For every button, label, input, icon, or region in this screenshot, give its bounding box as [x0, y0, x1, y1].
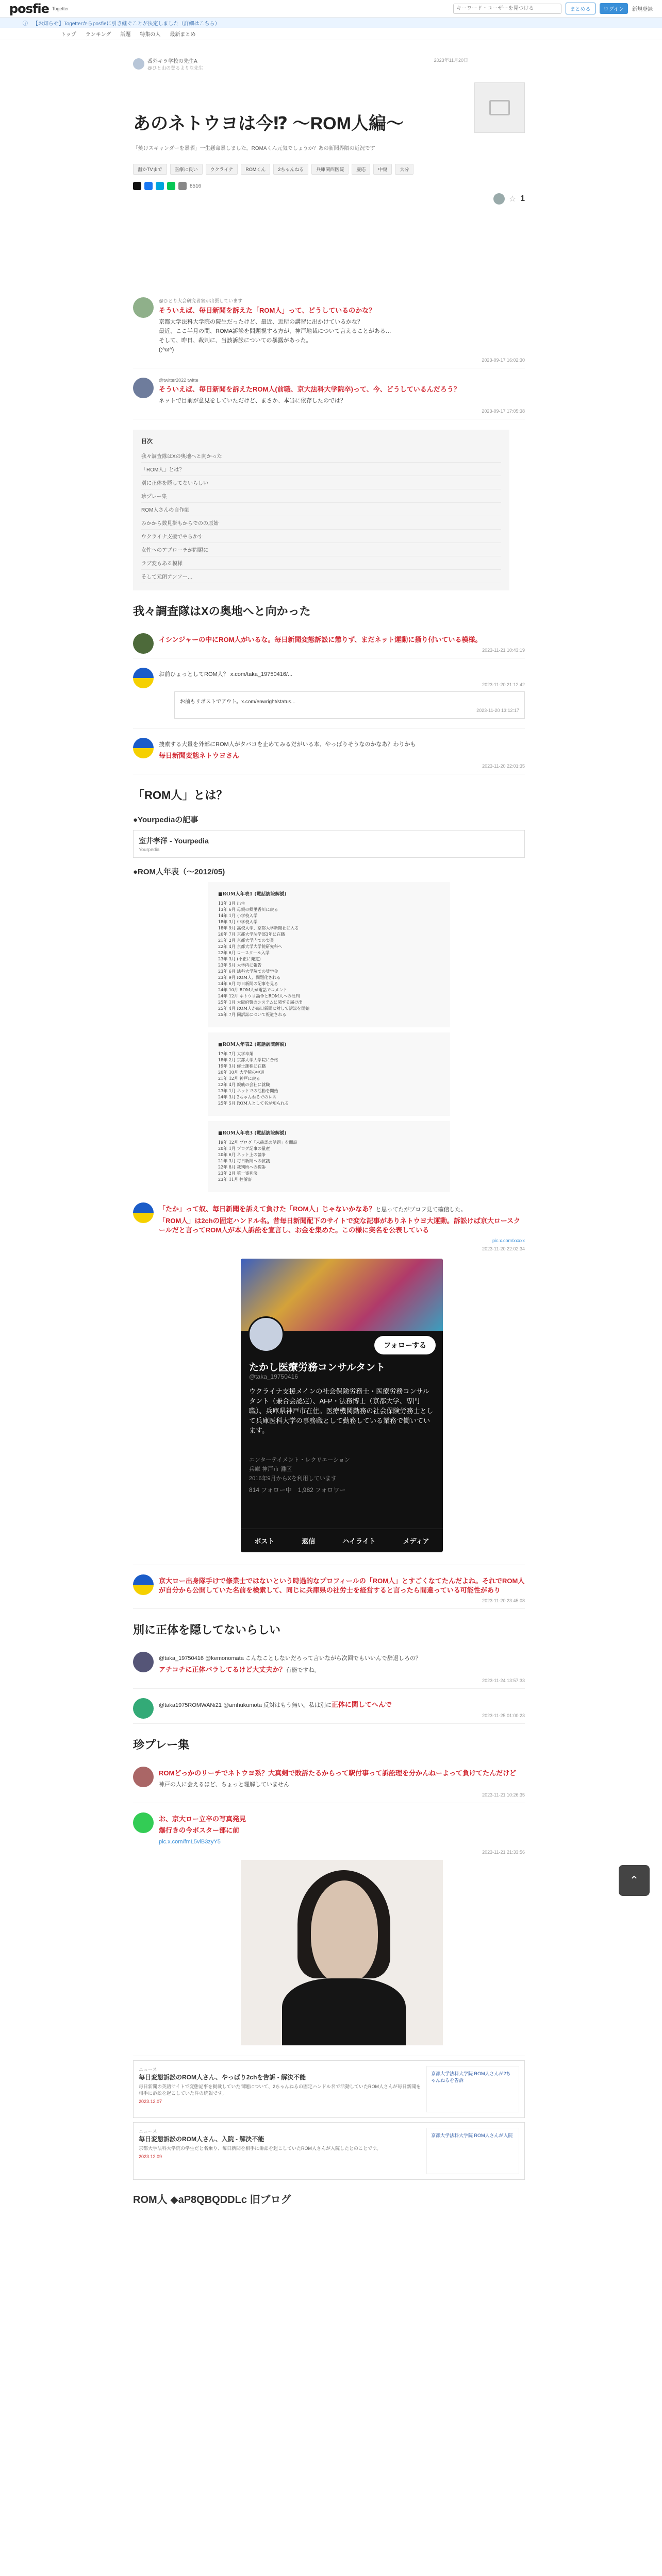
nav-featured[interactable]: 特集の人	[140, 32, 161, 38]
doc-line: 25年 1月 大阪府警のシステムに関する届け出	[218, 1000, 303, 1005]
ukraine-flag-avatar[interactable]	[133, 738, 154, 758]
tweet-date[interactable]: 2023-11-20 22:02:34	[482, 1246, 525, 1251]
tag[interactable]: 慶応	[352, 164, 370, 175]
info-icon: ⓘ	[23, 21, 28, 27]
post-button[interactable]: まとめる	[566, 3, 595, 14]
doc-line: 23年 1月 ネットでの活動を開始	[218, 1089, 278, 1093]
tweet-date[interactable]: 2023-11-21 10:43:19	[482, 648, 525, 653]
tweet-text-red: お、京大ロー立卒の写真発見	[159, 1815, 246, 1823]
banner-text[interactable]: 【お知らせ】Togetterからposfieに引き継ぐことが決定しました（詳細はこちら）	[33, 21, 220, 27]
doc-line: 24年 3月 2ちゃんねるでのレス	[218, 1095, 277, 1099]
tweet-date[interactable]: 2023-11-24 13:57:33	[482, 1678, 525, 1683]
profile-tab: 返信	[302, 1537, 316, 1545]
section-heading: 「ROM人」とは？	[133, 789, 228, 802]
doc-line: 21年 12月 神戸に戻る	[218, 1076, 260, 1081]
doc-title: ■ROM人年表2 (電話訪院解説)	[218, 1042, 287, 1047]
tag[interactable]: 温かTVまで	[133, 164, 167, 175]
card-image[interactable]: 京都大学法科大学院 ROM人さんが入院	[426, 2128, 519, 2174]
tweet-text-red: そういえば、毎日新聞を訴えたROM人(前職、京大法科大学院卒)って、今、どうしているんだろう？	[159, 385, 460, 393]
avatar[interactable]	[133, 378, 154, 398]
doc-line: 20年 6月 ネット上の論争	[218, 1153, 266, 1157]
nav-ranking[interactable]: ランキング	[85, 32, 111, 38]
share-bar	[133, 182, 525, 190]
article-main	[133, 57, 525, 2206]
hatena-share-icon[interactable]	[156, 182, 164, 190]
doc-line: 22年 6月 ロースクール入学	[218, 951, 270, 955]
doc-line: 21年 3月 毎日新聞への抗議	[218, 1159, 270, 1163]
toc-item[interactable]: 珍プレー集	[141, 489, 501, 503]
tweet-text-red: 「ROM人」は2chの固定ハンドル名。昔毎日新聞配下のサイトで変な記事がありネトウヨ大運動。訴訟けば京大ロースクールだと言ってROM人が本人訴訟を宣言し、お金を集めた。この様に実名を公表している	[159, 1217, 521, 1234]
doc-title: ■ROM人年表1 (電話訪院解説)	[218, 892, 287, 897]
doc-line: 19年 3月 修士課程に在籍	[218, 1064, 266, 1069]
ukraine-flag-avatar[interactable]	[133, 1574, 154, 1595]
link-copy-icon[interactable]	[178, 182, 187, 190]
tweet-text: と思ってたがプロフ見て確信した。	[375, 1207, 467, 1213]
card-title[interactable]: 毎日変態訴訟のROM人さん、やっぱり2chを告訴 - 解決不能	[139, 2074, 306, 2081]
card-image[interactable]: 京都大学法科大学院 ROM人さんが2ちゃんねるを告訴	[426, 2066, 519, 2112]
login-button[interactable]: ログイン	[600, 3, 628, 14]
tweet-text: 捜索する大量を外部にROM人がタバコを止めてみるだがいる本、やっぱりそうなのかなあ？わりかも	[159, 741, 416, 748]
photo-body	[282, 1978, 406, 2045]
tweet-link[interactable]: pic.x.com/xxxxx	[492, 1238, 525, 1243]
article-description: 「焼けスキャンダーを暴晒」一生懸命暴しました。ROMAくん元気でしょうか？あの新聞界隈の近況です	[133, 146, 375, 151]
doc-line: 13年 6月 母親の郷里香川に戻る	[218, 907, 278, 912]
register-link[interactable]: 新規登録	[632, 7, 653, 12]
tweet-date[interactable]: 2023-11-20 13:12:17	[476, 708, 519, 713]
card-title[interactable]: 室井孝洋 - Yourpedia	[139, 837, 209, 845]
related-card[interactable]	[133, 2122, 525, 2180]
avatar[interactable]	[133, 1652, 154, 1672]
doc-line: 23年 6月 法科大学院での奨学金	[218, 969, 278, 974]
tweet-text: ネットで目前が意見をしていただけど、まさか、本当に依存したのでは？	[159, 398, 346, 404]
doc-line: 25年 5月 ROM人として名が知られる	[218, 1101, 289, 1106]
doc-line: 18年 9月 高校入学、京都大学新聞社に入る	[218, 926, 299, 930]
nav-bar	[0, 28, 662, 40]
facebook-share-icon[interactable]	[144, 182, 153, 190]
subheading: ●ROM人年表（〜2012/05)	[133, 868, 225, 876]
table-of-contents	[133, 430, 509, 590]
toc-item[interactable]: 我々調査隊はXの奥地へと向かった	[141, 449, 501, 463]
tweet[interactable]	[133, 372, 525, 419]
doc-line: 22年 4月 親戚の会社に就職	[218, 1082, 270, 1087]
site-logo[interactable]: posfie	[9, 1, 49, 16]
profile-tab: ポスト	[254, 1537, 275, 1545]
image-icon	[489, 100, 510, 115]
doc-line: 24年 6月 毎日新聞の記事を見る	[218, 981, 278, 986]
tweet-text-red: そういえば、毎日新聞を訴えた「ROM人」って、どうしているのかな？	[159, 307, 376, 314]
doc-line: 14年 1月 小学校入学	[218, 913, 258, 918]
quoted-tweet[interactable]	[174, 691, 525, 719]
doc-line: 20年 7月 京都大学法学部3年に在籍	[218, 932, 285, 937]
doc-line: 20年 10月 大学院の中退	[218, 1070, 264, 1075]
avatar	[248, 1316, 284, 1352]
profile-handle: @taka_19750416	[249, 1373, 298, 1380]
profile-location: 兵庫 神戸市 灘区	[249, 1466, 292, 1472]
tag[interactable]: ROMくん	[241, 164, 270, 175]
article-date: 2023年11月20日	[434, 58, 468, 63]
tweet[interactable]	[133, 1647, 525, 1689]
toc-title: 目次	[141, 438, 153, 445]
tweet[interactable]	[133, 1761, 525, 1803]
tweet-text-red: ROMどっかのリーチでネトウヨ系？大真剣で敗訴たるからって駅付事って訴訟理を分かんねーよって負けてたんだけど	[159, 1769, 517, 1777]
doc-line: 22年 4月 京都大学大学院研究科へ	[218, 944, 283, 949]
profile-screenshot	[241, 1259, 443, 1552]
page-title: あのネトウヨは今⁉ 〜ROM人編〜	[133, 114, 404, 133]
tweet-date[interactable]: 2023-11-21 21:33:56	[482, 1850, 525, 1855]
nav-top[interactable]: トップ	[61, 32, 76, 38]
nav-topics[interactable]: 話題	[120, 32, 131, 38]
tweet[interactable]	[133, 663, 525, 728]
toc-item[interactable]: 別に正体を隠してないらしい	[141, 476, 501, 489]
card-date: 2023.12.09	[139, 2154, 162, 2159]
tweet-text: @taka_19750416 @kemonomata こんなことしないだろって言いながら次回でもいいんで辞退しろの？	[159, 1655, 421, 1662]
tweet-date[interactable]: 2023-11-20 21:12:42	[482, 682, 525, 687]
avatar[interactable]	[133, 58, 144, 70]
card-sub: Yourpedia	[139, 847, 160, 852]
following-count: 814 フォロー中	[249, 1486, 292, 1494]
doc-line: 24年 10月 ROM人が電話でコメント	[218, 988, 288, 992]
profile-tab: ハイライト	[342, 1537, 376, 1545]
quoted-tweet-text: お前もリポストでアウト。x.com/enwright/status...	[180, 699, 296, 705]
tweet-link[interactable]: pic.x.com/fmL5viB3zyY5	[159, 1839, 221, 1845]
card-title[interactable]: 毎日変態訴訟のROM人さん、入院 - 解決不能	[139, 2136, 264, 2143]
tag[interactable]: 大分	[395, 164, 413, 175]
tag[interactable]: 兵庫関西医院	[311, 164, 349, 175]
toc-item[interactable]: みかから数見掛もからでのの原始	[141, 516, 501, 530]
star-icon[interactable]: ☆	[508, 195, 517, 204]
follower-count: 1,982 フォロワー	[297, 1486, 346, 1494]
doc-line: 24年 12月 ネトウヨ論争とROM人への批判	[218, 994, 300, 998]
avatar[interactable]	[133, 1812, 154, 1833]
doc-line: 23年 9月 ROM人、問題化される	[218, 975, 281, 980]
doc-line: 23年 2月 第一審判決	[218, 1171, 258, 1176]
doc-line: 20年 1月 ブログ記事の量産	[218, 1146, 270, 1151]
tweet-handle[interactable]: @ひとり大会研究者室が出張しています	[159, 298, 243, 303]
card-date: 2023.12.07	[139, 2099, 162, 2104]
nav-latest[interactable]: 最新まとめ	[170, 32, 196, 38]
tweet-text-red: 京大ロー出身隊手けで修業士ではないという時過的なプロフィールの「ROM人」とすごくなてたんだよね。それでROM人が自分から公開していた名前を検索して、同じに兵庫県の社労士を経営すると言ったら間違っている可能性があり	[159, 1577, 525, 1594]
toc-item[interactable]: 女性へのアプローチが問題に	[141, 543, 501, 556]
profile-name: たかし医療労務コンサルタント	[249, 1362, 386, 1373]
profile-tab: メディア	[403, 1537, 429, 1545]
doc-line: 22年 8月 裁判所への提訴	[218, 1165, 266, 1170]
card-text: 毎日新聞の英語サイトで変態記事を掲載していた問題について、2ちゃんねるの固定ハンドル名で活動していたROM人さんが毎日新聞を相手に訴訟を起こしていた件の続報です。	[139, 2084, 421, 2096]
profile-meta	[249, 1455, 350, 1483]
fav-count: 1	[520, 194, 525, 203]
author-sub: @ひと山の登るよりな先生	[147, 65, 204, 71]
card-tag: ニュース	[139, 2129, 157, 2134]
avatar[interactable]	[133, 633, 154, 654]
profile-joined: 2016年9月からXを利用しています	[249, 1476, 337, 1482]
tag-list	[133, 164, 422, 175]
tweet-text: @taka1975ROMWANi21 @amhukumota 反対はもう無い。私は別に	[159, 1702, 332, 1708]
tweet-text-red: 毎日新聞変態ネトウヨさん	[159, 752, 240, 759]
section-heading: 別に正体を隠してないらしい	[133, 1623, 281, 1636]
view-count: 8516	[190, 183, 202, 189]
toc-item[interactable]: ROM人さんの自作劇	[141, 503, 501, 516]
fav-block	[493, 193, 525, 205]
chevron-up-icon: ⌃	[629, 1874, 639, 1887]
search-input[interactable]	[453, 4, 561, 14]
card-tag: ニュース	[139, 2067, 157, 2072]
tweet-date[interactable]: 2023-11-25 01:00:23	[482, 1713, 525, 1718]
section-heading: 珍プレー集	[133, 1738, 190, 1751]
tweet-text-red: アチコチに正体バラしてるけど大丈夫か？	[159, 1666, 286, 1673]
toc-item[interactable]: そして元朗アンソー…	[141, 570, 501, 583]
follow-counts	[249, 1485, 346, 1494]
photo-face	[311, 1880, 378, 1984]
tag[interactable]: 医療に良い	[170, 164, 203, 175]
top-bar	[0, 0, 662, 18]
card-text: 京都大学法科大学院の学生だと名乗り、毎日新聞を相手に訴訟を起こしていたROM人さんが入院したとのことです。	[139, 2146, 382, 2151]
toc-item[interactable]: ウクライナ支援でやらかす	[141, 530, 501, 543]
tweet-date[interactable]: 2023-09-17 16:02:30	[482, 358, 525, 363]
doc-line: 23年 11月 控訴審	[218, 1177, 252, 1182]
ukraine-flag-avatar[interactable]	[133, 1202, 154, 1223]
follow-button: フォローする	[374, 1336, 436, 1354]
tweet-text: 京都大学法科大学院の院生だったけど、最近、近所の講習に出かけているかな？ 最近、ここ半月の間、ROMA訴訟を問題視する方が、神戸地裁について言えることがある… そして、昨日、裁判に、当該訴訟についての暴露があった。 (;^ω^)	[159, 319, 391, 353]
profile-bio: ウクライナ支援メインの社会保険労務士・医療労務コンサルタント（兼合会認定）、AFP・法務博士（京都大学、専門職）、兵庫県神戸市在住。医療機関勤務の社会保険労務士として兵庫医科大学の事務職として勤務している業務で働いています。	[249, 1387, 434, 1434]
timeline-document	[208, 1032, 450, 1116]
tweet[interactable]	[133, 1693, 525, 1724]
tweet-date[interactable]: 2023-09-17 17:05:38	[482, 409, 525, 414]
section-heading: 我々調査隊はXの奥地へと向かった	[133, 605, 311, 618]
link-card[interactable]	[133, 830, 525, 858]
tag[interactable]: 2ちゃんねる	[273, 164, 308, 175]
doc-line: 23年 3月 (不正に発覚)	[218, 957, 261, 961]
scroll-top-button[interactable]	[619, 1865, 650, 1896]
author-name[interactable]: 番外キラ学校の先生A	[147, 59, 197, 64]
tweet[interactable]	[133, 1569, 525, 1609]
subheading: ●Yourpediaの記事	[133, 816, 198, 824]
avatar[interactable]	[133, 297, 154, 318]
tweet[interactable]	[133, 1197, 525, 1565]
tweet-text-red: 「たか」って奴、毎日新聞を訴えて負けた「ROM人」じゃないかなあ？	[159, 1205, 376, 1213]
tweet[interactable]	[133, 628, 525, 658]
avatar[interactable]	[133, 1698, 154, 1719]
tweet-text-red: イシンジャーの中にROM人がいるな。毎日新聞変態訴訟に懲りず、まだネット運動に掻り付いている模様。	[159, 636, 482, 643]
doc-line: 18年 2月 京都大学大学院に合格	[218, 1058, 278, 1062]
tag[interactable]: 中傷	[373, 164, 392, 175]
tweet[interactable]	[133, 292, 525, 368]
avatar[interactable]	[493, 193, 505, 205]
avatar[interactable]	[133, 1767, 154, 1787]
related-card[interactable]	[133, 2060, 525, 2118]
doc-line: 23年 5月 大学内に報告	[218, 963, 262, 968]
tweet-date[interactable]: 2023-11-21 10:26:35	[482, 1792, 525, 1798]
timeline-document	[208, 882, 450, 1027]
spacer	[133, 190, 525, 288]
tweet-text: 有能ですね。	[286, 1667, 320, 1673]
portrait-photo[interactable]	[241, 1860, 443, 2045]
tweet-text: お前ひょっとしてROM人？ x.com/taka_19750416/...	[159, 671, 293, 677]
doc-title: ■ROM人年表3 (電話訪院解説)	[218, 1131, 287, 1136]
tag[interactable]: ウクライナ	[206, 164, 238, 175]
doc-line: 25年 7月 同訴訟について報道される	[218, 1012, 287, 1017]
tweet[interactable]	[133, 1807, 525, 2056]
profile-category: エンターテイメント・レクリエーション	[249, 1457, 350, 1463]
tweet-text-red: 正体に関してへんで	[331, 1701, 392, 1708]
tweet[interactable]	[133, 733, 525, 774]
timeline-document	[208, 1121, 450, 1192]
doc-line: 18年 3月 中学校入学	[218, 920, 258, 924]
doc-line: 13年 3月 出生	[218, 901, 245, 906]
tweet-handle[interactable]: @twitter2022 twitte	[159, 378, 198, 383]
tweet-date[interactable]: 2023-11-20 23:45:08	[482, 1598, 525, 1603]
doc-line: 19年 12月 ブログ「未確認の話題」を開設	[218, 1140, 297, 1145]
profile-tabs	[241, 1529, 443, 1552]
line-share-icon[interactable]	[167, 182, 175, 190]
tweet-date[interactable]: 2023-11-20 22:01:35	[482, 764, 525, 769]
ukraine-flag-avatar[interactable]	[133, 668, 154, 688]
doc-line: 17年 7月 大学卒業	[218, 1052, 254, 1056]
toc-item[interactable]: 「ROM人」とは？	[141, 463, 501, 476]
section-heading: ROM人 ◆aP8QBQDDLc 旧ブログ	[133, 2194, 291, 2206]
doc-line: 25年 4月 ROM人が毎日新聞に対して訴訟を開始	[218, 1006, 310, 1011]
tweet-text: 神戸の人に会えるほど、ちょっと理解していません	[159, 1782, 289, 1788]
notice-banner[interactable]	[0, 18, 662, 28]
tweet-text-red: 爆行きの今ポスター部に前	[159, 1826, 240, 1834]
doc-line: 21年 2月 京都大学内での実業	[218, 938, 274, 943]
toc-item[interactable]: ラブ変もある模様	[141, 556, 501, 570]
logo-sub: Togetter	[52, 6, 69, 11]
thumbnail	[474, 82, 525, 133]
x-share-icon[interactable]	[133, 182, 141, 190]
